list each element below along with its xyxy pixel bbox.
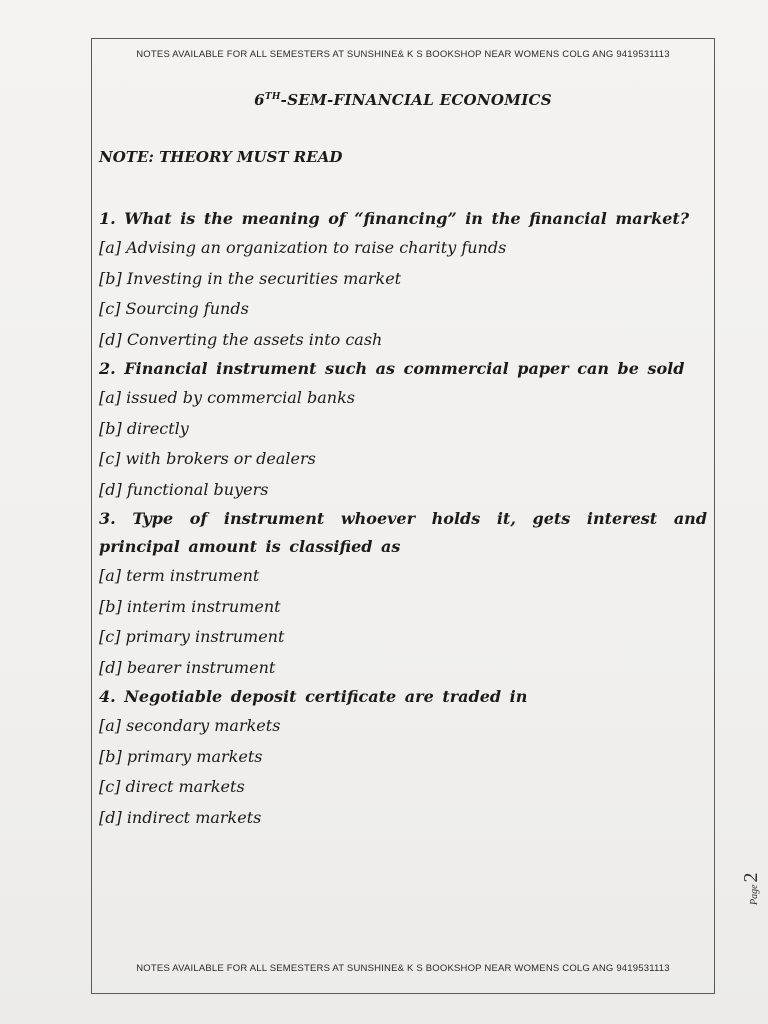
question-2: 2. Financial instrument such as commercial paper can be sold (99, 359, 685, 378)
page-border (91, 38, 715, 994)
question-3-option-a: [a] term instrument (99, 566, 260, 585)
page-footer: NOTES AVAILABLE FOR ALL SEMESTERS AT SUNSHINE& K S BOOKSHOP NEAR WOMENS COLG ANG 9419531113 (136, 963, 670, 974)
question-1-option-d: [d] Converting the assets into cash (99, 329, 383, 349)
question-1-option-a: [a] Advising an organization to raise charity funds (99, 238, 507, 257)
question-list (99, 205, 707, 833)
question-3: 3. Type of instrument whoever holds it, gets interest and principal amount is classified as (99, 509, 707, 556)
title-prefix: 6 (254, 91, 265, 109)
question-2-option-d: [d] functional buyers (99, 479, 269, 499)
question-1: 1. What is the meaning of “financing” in the financial market? (99, 209, 690, 228)
page-title (92, 91, 714, 109)
question-2-option-a: [a] issued by commercial banks (99, 388, 355, 407)
page-header: NOTES AVAILABLE FOR ALL SEMESTERS AT SUNSHINE& K S BOOKSHOP NEAR WOMENS COLG ANG 9419531113 (136, 49, 670, 60)
question-4-option-c: [c] direct markets (99, 777, 245, 796)
theory-note: NOTE: THEORY MUST READ (99, 148, 343, 166)
question-1-option-c: [c] Sourcing funds (99, 299, 249, 318)
title-rest: -SEM-FINANCIAL ECONOMICS (280, 91, 552, 109)
question-2-option-b: [b] directly (99, 418, 189, 438)
title-superscript: TH (264, 92, 281, 102)
question-3-option-b: [b] interim instrument (99, 596, 281, 616)
page-label: Page (749, 884, 760, 905)
question-3-option-d: [d] bearer instrument (99, 657, 276, 677)
question-4-option-a: [a] secondary markets (99, 716, 281, 735)
question-4: 4. Negotiable deposit certificate are traded in (99, 687, 528, 706)
question-4-option-d: [d] indirect markets (99, 807, 262, 827)
question-4-option-b: [b] primary markets (99, 746, 263, 766)
question-1-option-b: [b] Investing in the securities market (99, 268, 402, 288)
page-number-stamp (740, 872, 763, 905)
page-number: 2 (740, 872, 762, 883)
question-2-option-c: [c] with brokers or dealers (99, 449, 316, 468)
question-3-option-c: [c] primary instrument (99, 627, 285, 646)
